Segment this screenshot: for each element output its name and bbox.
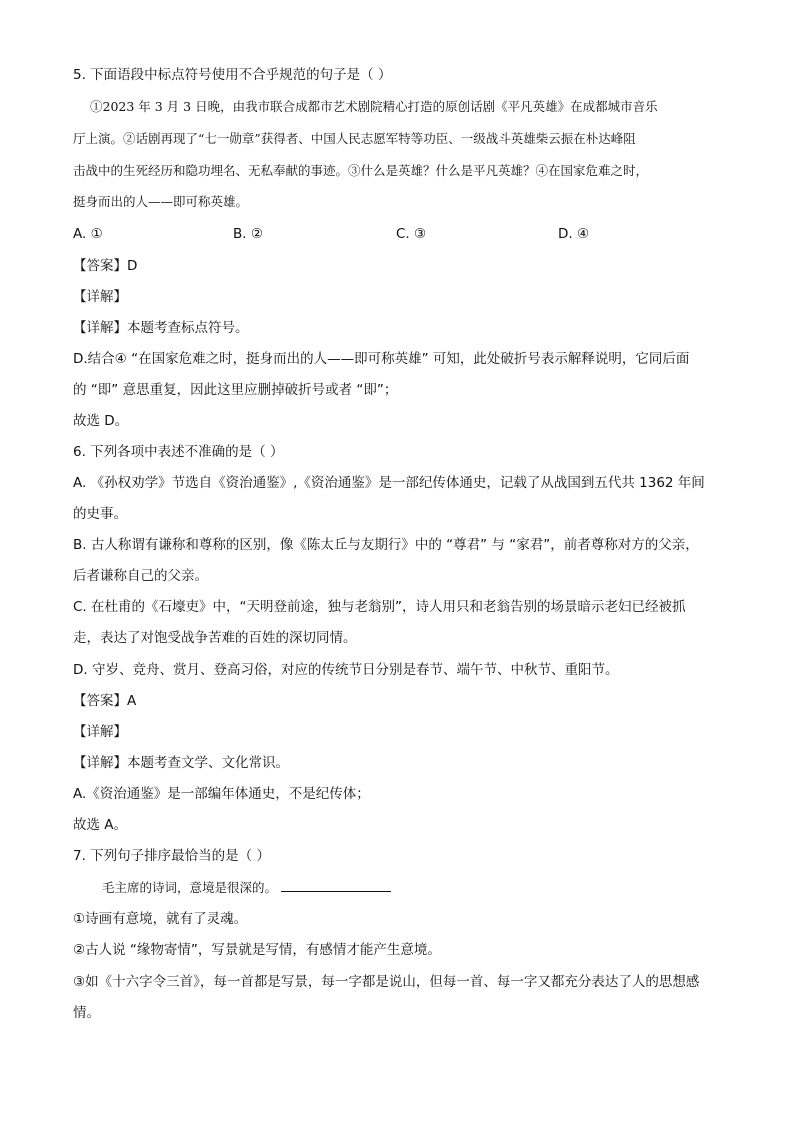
q6-line-1: A. 《孙权劝学》节选自《资治通鉴》,《资治通鉴》是一部纪传体通史，记载了从战国到五代共 1362 年间 [73, 475, 705, 491]
q7-line-2: ②古人说 “缘物寄情”，写景就是写情，有感情才能产生意境。 [73, 942, 441, 958]
q5-detail-line-3: 的 “即” 意思重复，因此这里应删掉破折号或者 “即”； [73, 382, 398, 398]
q5-detail-line-1: 【详解】本题考查标点符号。 [73, 320, 249, 336]
q6-detail-line-1: 【详解】本题考查文学、文化常识。 [73, 755, 289, 771]
q7-lead-text: 毛主席的诗词，意境是很深的。 [102, 880, 278, 895]
q5-detail-heading: 【详解】 [73, 289, 127, 305]
q6-stem: 6. 下列各项中表述不准确的是（ ） [73, 444, 284, 460]
q7-stem: 7. 下列句子排序最恰当的是（ ） [73, 848, 270, 864]
q7-line-4: 情。 [73, 1005, 100, 1021]
q7-line-3: ③如《十六字令三首》，每一首都是写景，每一字都是说山，但每一首、每一字又都充分表达了人的思想感 [73, 974, 700, 990]
q5-option-c: C. ③ [396, 226, 427, 242]
q5-option-a: A. ① [73, 226, 103, 242]
q5-passage-line-3: 击战中的生死经历和隐功埋名、无私奉献的事迹。③什么是英雄？什么是平凡英雄？④在国家危难之时， [73, 163, 649, 178]
q6-line-5: C. 在杜甫的《石壕吏》中，“天明登前途，独与老翁别”，诗人用只和老翁告别的场景暗示老妇已经被抓 [73, 599, 686, 615]
q5-passage-line-2: 厅上演。②话剧再现了“七一勋章”获得者、中国人民志愿军特等功臣、一级战斗英雄柴云振在朴达峰阻 [73, 131, 636, 146]
q6-detail-heading: 【详解】 [73, 724, 127, 740]
q6-detail-line-2: A.《资治通鉴》是一部编年体通史，不是纪传体； [73, 786, 370, 802]
q6-line-6: 走，表达了对饱受战争苦难的百姓的深切同情。 [73, 630, 357, 646]
q6-answer: 【答案】A [73, 693, 137, 709]
q6-line-7: D. 守岁、竞舟、赏月、登高习俗，对应的传统节日分别是春节、端午节、中秋节、重阳节。 [73, 662, 619, 678]
q5-detail-line-2: D.结合④ “在国家危难之时，挺身而出的人——即可称英雄” 可知，此处破折号表示解释说明，它同后面 [73, 351, 690, 367]
q6-line-2: 的史事。 [73, 506, 127, 522]
q5-passage-line-1: ①2023 年 3 月 3 日晚，由我市联合成都市艺术剧院精心打造的原创话剧《平凡英雄》在成都城市音乐 [90, 99, 658, 114]
q5-answer: 【答案】D [73, 258, 138, 274]
q5-option-d: D. ④ [558, 226, 590, 242]
q6-line-3: B. 古人称谓有谦称和尊称的区别，像《陈太丘与友期行》中的 “尊君” 与 “家君”，前者尊称对方的父亲， [73, 537, 699, 553]
q7-lead [102, 879, 391, 897]
q5-detail-line-4: 故选 D。 [73, 413, 129, 429]
q7-line-1: ①诗画有意境，就有了灵魂。 [73, 911, 248, 927]
q5-passage-line-4: 挺身而出的人——即可称英雄。 [73, 194, 249, 209]
q6-line-4: 后者谦称自己的父亲。 [73, 568, 208, 584]
q5-stem: 5. 下面语段中标点符号使用不合乎规范的句子是（ ） [73, 67, 392, 83]
q7-answer-blank [281, 879, 391, 892]
q5-option-b: B. ② [233, 226, 263, 242]
q6-detail-line-3: 故选 A。 [73, 817, 128, 833]
